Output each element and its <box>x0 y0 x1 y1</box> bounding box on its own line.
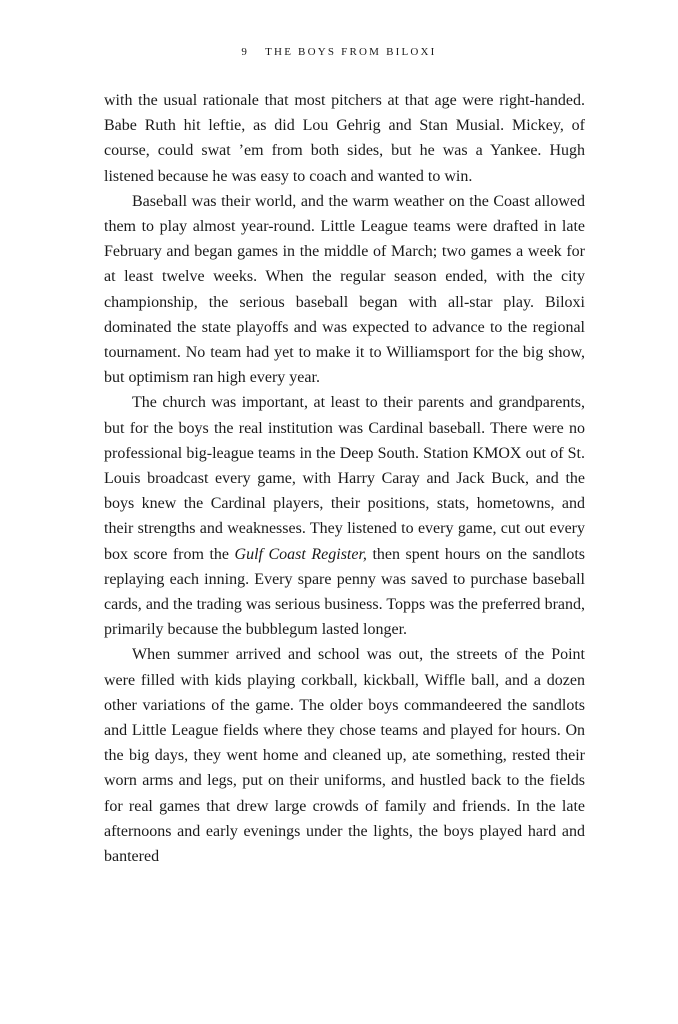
running-head <box>0 44 678 60</box>
body-text <box>104 88 585 869</box>
running-title: THE BOYS FROM BILOXI <box>265 46 437 58</box>
paragraph-3-text-after: then spent hours on the sandlots replaying each inning. Every spare penny was saved to purchase baseball cards, and the trading was serious business. Topps was the preferred brand, primarily because the bubblegum lasted longer. <box>104 545 585 639</box>
newspaper-title-italic: Gulf Coast Register, <box>234 545 367 563</box>
page-number: 9 <box>241 46 250 58</box>
paragraph-3-text-before: The church was important, at least to their parents and grandparents, but for the boys the real institution was Cardinal baseball. There were no professional big-league teams in the Deep South. Station KMOX out of St. Louis broadcast every game, with Harry Caray and Jack Buck, and the boys knew the Cardinal players, their positions, stats, hometowns, and their strengths and weaknesses. They listened to every game, cut out every box score from the <box>104 394 585 563</box>
paragraph-2: Baseball was their world, and the warm weather on the Coast allowed them to play almost year-round. Little League teams were drafted in late February and began games in the middle of March; two games a week for at least twelve weeks. When the regular season ended, with the city championship, the serious baseball began with all-star play. Biloxi dominated the state playoffs and was expected to advance to the regional tournament. No team had yet to make it to Williamsport for the big show, but optimism ran high every year. <box>104 192 585 387</box>
paragraph-3 <box>104 390 585 642</box>
paragraph-1: with the usual rationale that most pitchers at that age were right-handed. Babe Ruth hit leftie, as did Lou Gehrig and Stan Musial. Mickey, of course, could swat ’em from both sides, but he was a Yankee. Hugh listened because he was easy to coach and wanted to win. <box>104 92 585 185</box>
paragraph-4: When summer arrived and school was out, the streets of the Point were filled with kids playing corkball, kickball, Wiffle ball, and a dozen other variations of the game. The older boys commandeered the sandlots and Little League fields where they chose teams and played for hours. On the big days, they went home and cleaned up, ate something, rested their worn arms and legs, put on their uniforms, and hustled back to the fields for real games that drew large crowds of family and friends. In the late afternoons and early evenings under the lights, the boys played hard and bantered <box>104 646 585 866</box>
